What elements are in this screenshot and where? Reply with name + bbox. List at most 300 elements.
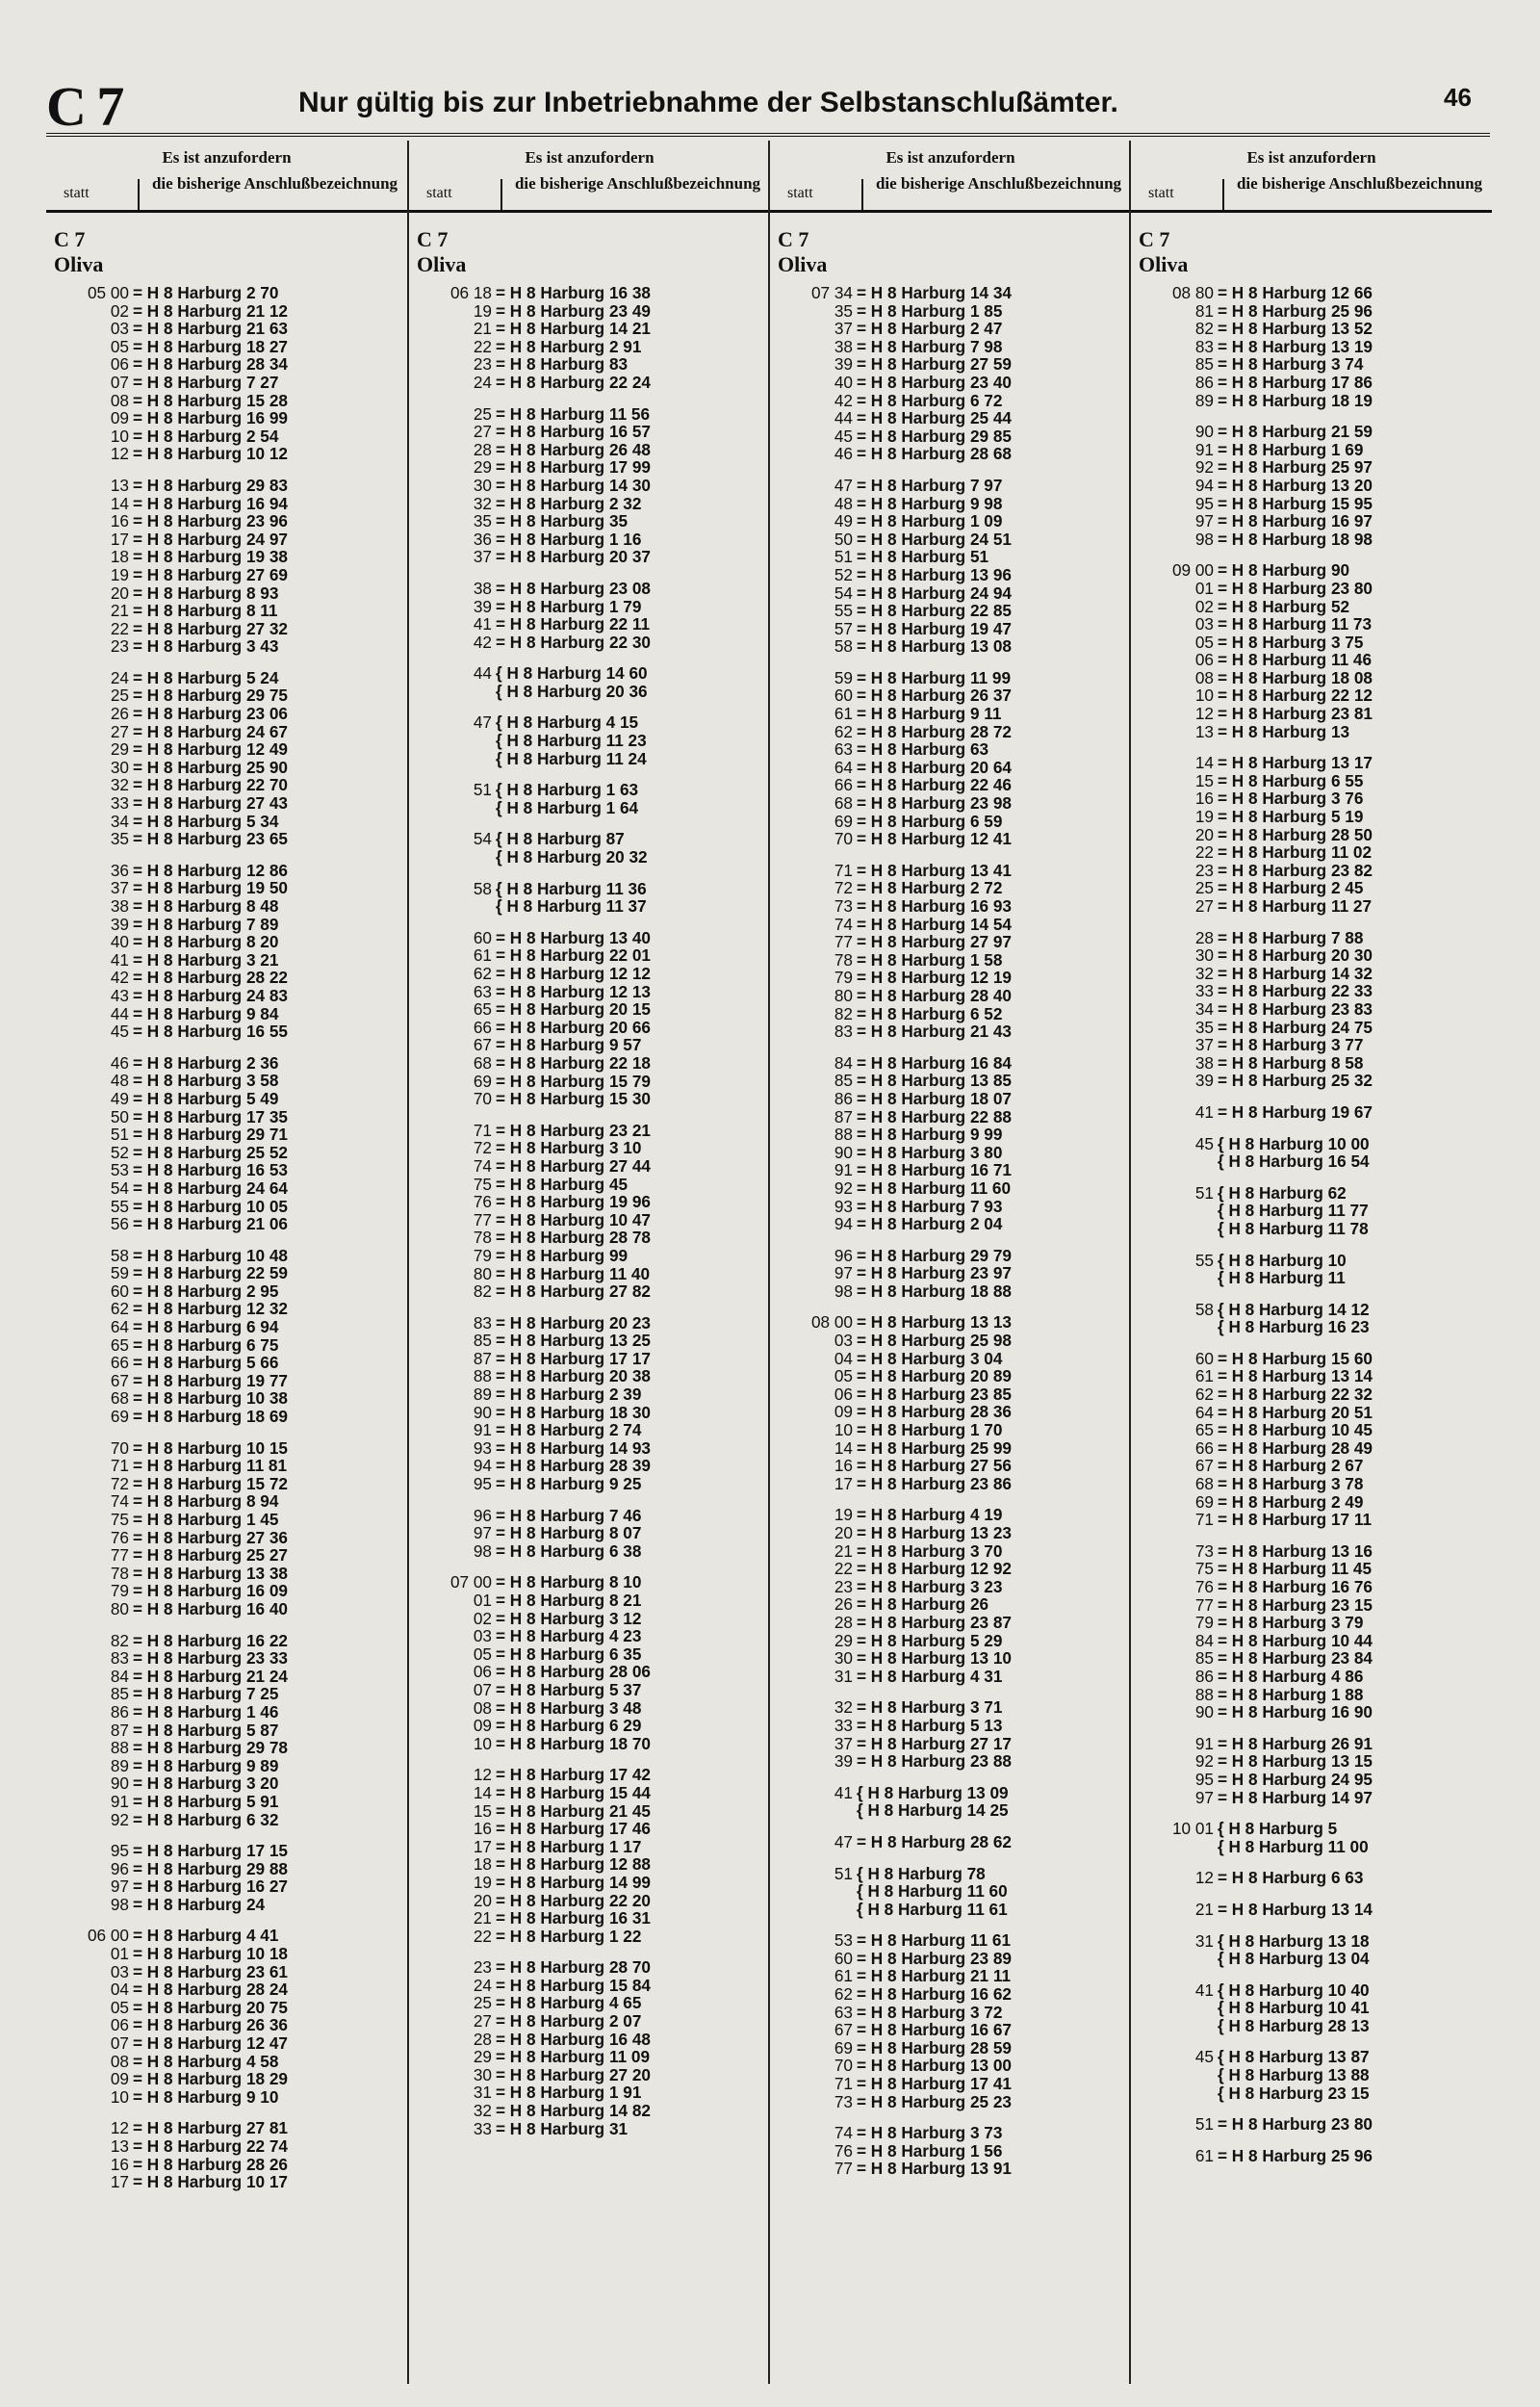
entry-value: = H 8 Harburg 25 90 [133, 757, 288, 777]
table-row [415, 1874, 770, 1892]
entry-value: = H 8 Harburg 9 89 [133, 1755, 279, 1775]
table-row [776, 584, 1131, 603]
entry-value: = H 8 Harburg 2 74 [496, 1420, 642, 1440]
entry-value: = H 8 Harburg 16 84 [857, 1052, 1012, 1073]
entry-number: 26 [110, 704, 129, 724]
entry-value: = H 8 Harburg 2 91 [496, 336, 642, 356]
entry-number: 89 [110, 1755, 129, 1775]
table-row [52, 512, 407, 531]
entry-number: 06 00 [87, 1926, 129, 1946]
group-gap [776, 1820, 1131, 1833]
table-row [1137, 477, 1492, 495]
table-row [1137, 561, 1492, 580]
entry-value: = H 8 Harburg 17 46 [496, 1819, 651, 1839]
table-row [1137, 2115, 1492, 2134]
table-row [415, 2120, 770, 2138]
table-row [52, 2119, 407, 2137]
table-row [415, 1176, 770, 1194]
table-row [52, 1565, 407, 1583]
entry-value: { H 8 Harburg 11 36 [496, 878, 647, 898]
table-row [52, 1999, 407, 2017]
group-gap [52, 463, 407, 477]
entry-value: = H 8 Harburg 13 96 [857, 564, 1012, 584]
entry-number: 59 [110, 1263, 129, 1283]
table-row [1137, 355, 1492, 374]
entry-number: 46 [834, 444, 853, 464]
table-row [52, 284, 407, 302]
entry-value: = H 8 Harburg 99 [496, 1245, 629, 1265]
table-row [52, 1668, 407, 1686]
entry-value: = H 8 Harburg 3 75 [1218, 632, 1364, 652]
entry-value: = H 8 Harburg 20 66 [496, 1017, 651, 1037]
table-row [1137, 598, 1492, 616]
entry-number: 97 [1194, 511, 1214, 531]
entry-value: = H 8 Harburg 28 39 [496, 1456, 651, 1476]
group-gap [415, 767, 770, 781]
entry-value: = H 8 Harburg 25 52 [133, 1142, 288, 1162]
entry-number: 35 [110, 829, 129, 849]
table-row [52, 2137, 407, 2156]
entry-number: 85 [1194, 1648, 1214, 1669]
table-row [415, 1855, 770, 1874]
entry-value: = H 8 Harburg 13 23 [857, 1523, 1012, 1542]
table-row [415, 580, 770, 598]
entry-number: 74 [834, 2123, 853, 2143]
table-row [776, 1215, 1131, 1233]
table-row [1137, 965, 1492, 983]
table-row [52, 879, 407, 897]
entry-value: = H 8 Harburg 14 99 [496, 1872, 651, 1892]
table-row [52, 1963, 407, 1981]
entry-number: 24 [110, 667, 129, 687]
table-row [776, 338, 1131, 356]
entry-value: = H 8 Harburg 27 82 [496, 1281, 651, 1302]
table-row [1137, 1019, 1492, 1037]
entry-value: = H 8 Harburg 3 72 [857, 2002, 1003, 2022]
entry-number: 77 [834, 932, 853, 952]
entry-number: 03 [1194, 614, 1214, 634]
entry-value: = H 8 Harburg 2 47 [857, 319, 1003, 339]
entry-value: = H 8 Harburg 22 01 [496, 945, 651, 966]
entry-value: = H 8 Harburg 8 11 [133, 601, 278, 621]
entry-number: 60 [1194, 1348, 1214, 1368]
entry-value: = H 8 Harburg 27 81 [133, 2118, 288, 2138]
entry-number: 53 [834, 1930, 853, 1951]
entry-value: = H 8 Harburg 16 27 [133, 1876, 288, 1897]
group-gap [1137, 1171, 1492, 1184]
table-row [52, 620, 407, 638]
table-row [415, 598, 770, 616]
table-row [1137, 2147, 1492, 2165]
entry-number: 88 [110, 1738, 129, 1758]
group-gap [1137, 1336, 1492, 1350]
table-row [1137, 808, 1492, 826]
previous-label: die bisherige Anschlußbezeichnung [514, 174, 761, 193]
entry-number: 68 [1194, 1474, 1214, 1494]
table-row [52, 445, 407, 463]
entry-number: 78 [110, 1563, 129, 1583]
table-row [415, 1247, 770, 1265]
entry-value: = H 8 Harburg 27 59 [857, 354, 1012, 375]
table-row [1137, 302, 1492, 321]
entry-value: = H 8 Harburg 11 09 [496, 2047, 651, 2067]
entry-number: 32 [1194, 963, 1214, 983]
table-row [776, 862, 1131, 880]
table-row [776, 879, 1131, 897]
table-row [776, 1090, 1131, 1108]
entry-value: = H 8 Harburg 13 08 [857, 636, 1012, 657]
table-row [1137, 1560, 1492, 1578]
entry-number: 03 [834, 1331, 853, 1351]
entry-value: = H 8 Harburg 28 78 [496, 1228, 651, 1248]
entry-value: = H 8 Harburg 28 26 [133, 2154, 288, 2174]
entry-number: 17 [110, 2172, 129, 2192]
entry-number: 64 [834, 757, 853, 777]
table-row [776, 1578, 1131, 1596]
entry-value: = H 8 Harburg 11 27 [1218, 896, 1373, 916]
entry-value: = H 8 Harburg 12 92 [857, 1559, 1012, 1579]
entry-value: = H 8 Harburg 18 30 [496, 1402, 651, 1422]
entry-number: 55 [1194, 1250, 1214, 1270]
group-gap [52, 2106, 407, 2119]
entry-number: 87 [473, 1348, 492, 1368]
table-row [415, 1350, 770, 1368]
table-row [415, 1157, 770, 1176]
entry-value: = H 8 Harburg 18 08 [1218, 667, 1373, 687]
group-gap [776, 1492, 1131, 1506]
group-gap [776, 1685, 1131, 1698]
group-name: Oliva [1139, 252, 1189, 276]
entry-number: 93 [473, 1437, 492, 1458]
entry-number: 88 [473, 1366, 492, 1386]
entry-value: = H 8 Harburg 52 [1218, 596, 1350, 616]
entry-value: = H 8 Harburg 26 [857, 1594, 989, 1615]
table-row [776, 1108, 1131, 1126]
entry-number: 83 [110, 1648, 129, 1669]
entry-value: = H 8 Harburg 16 90 [1218, 1702, 1373, 1722]
table-row [776, 1313, 1131, 1332]
entry-number: 91 [834, 1160, 853, 1180]
entry-number: 23 [834, 1576, 853, 1596]
entry-value: = H 8 Harburg 12 41 [857, 829, 1012, 849]
entry-value: = H 8 Harburg 16 67 [857, 2020, 1012, 2040]
entry-value: = H 8 Harburg 22 12 [1218, 686, 1373, 706]
table-row [415, 1909, 770, 1928]
entry-value: = H 8 Harburg 25 99 [857, 1437, 1012, 1458]
table-row [52, 1511, 407, 1529]
entry-number: 79 [473, 1245, 492, 1265]
table-row [415, 1542, 770, 1561]
group-gap [415, 916, 770, 929]
entry-number: 17 [110, 529, 129, 549]
table-row [415, 1265, 770, 1283]
entry-value: = H 8 Harburg 7 46 [496, 1505, 642, 1525]
table-row [1137, 1385, 1492, 1404]
entry-value: { H 8 Harburg 1 64 [496, 797, 639, 817]
entry-value: = H 8 Harburg 28 70 [496, 1957, 651, 1978]
entry-value: = H 8 Harburg 23 81 [1218, 704, 1373, 724]
entry-value: = H 8 Harburg 23 61 [133, 1961, 288, 1981]
entry-number: 09 [110, 408, 129, 428]
entry-value: = H 8 Harburg 22 88 [857, 1106, 1012, 1126]
entry-number: 25 [110, 686, 129, 706]
group-name: Oliva [54, 252, 104, 276]
entry-value: = H 8 Harburg 20 38 [496, 1366, 651, 1386]
entry-number: 83 [473, 1312, 492, 1333]
entry-number: 35 [834, 300, 853, 321]
table-row [776, 620, 1131, 638]
entry-value: = H 8 Harburg 12 86 [133, 860, 288, 880]
entry-number: 18 [473, 1854, 492, 1875]
entry-number: 39 [473, 596, 492, 616]
table-row [1137, 1135, 1492, 1153]
column-header [770, 141, 1131, 213]
entry-number: 29 [473, 2047, 492, 2067]
column-1 [46, 141, 407, 2384]
entry-number: 70 [473, 1089, 492, 1109]
entry-value: = H 8 Harburg 4 65 [496, 1993, 642, 2013]
entry-value: { H 8 Harburg 10 00 [1218, 1133, 1370, 1153]
entry-number: 82 [473, 1281, 492, 1302]
table-row [52, 1005, 407, 1023]
table-row [52, 302, 407, 321]
entry-number: 08 [110, 390, 129, 410]
table-row [415, 1958, 770, 1977]
entry-number: 17 [473, 1836, 492, 1856]
entry-value: = H 8 Harburg 23 88 [857, 1751, 1012, 1772]
table-row [52, 2156, 407, 2174]
entry-number: 27 [473, 422, 492, 442]
entry-value: = H 8 Harburg 14 54 [857, 914, 1012, 934]
table-row [52, 1408, 407, 1426]
entry-number: 26 [834, 1594, 853, 1615]
table-row [1137, 1542, 1492, 1561]
entry-number: 08 80 [1171, 283, 1214, 302]
entry-value: = H 8 Harburg 21 11 [857, 1966, 1012, 1986]
entry-number: 54 [110, 1178, 129, 1198]
entry-number: 58 [834, 636, 853, 657]
entry-value: = H 8 Harburg 3 48 [496, 1697, 642, 1718]
entry-number: 84 [1194, 1630, 1214, 1650]
entry-number: 08 [110, 2051, 129, 2071]
table-row [52, 1054, 407, 1073]
entry-value: = H 8 Harburg 13 25 [496, 1331, 651, 1351]
entry-number: 74 [834, 914, 853, 934]
column-header [46, 141, 407, 213]
entry-value: = H 8 Harburg 11 40 [496, 1263, 651, 1283]
entry-value: = H 8 Harburg 10 12 [133, 444, 288, 464]
entry-value: = H 8 Harburg 9 11 [857, 704, 1002, 724]
entry-number: 67 [473, 1035, 492, 1055]
table-row [1137, 580, 1492, 598]
entry-value: { H 8 Harburg 11 24 [496, 748, 647, 768]
request-label: Es ist anzufordern [162, 148, 292, 167]
entry-value: = H 8 Harburg 10 48 [133, 1245, 288, 1265]
entry-value: { H 8 Harburg 16 23 [1218, 1317, 1370, 1337]
entry-number: 56 [110, 1214, 129, 1234]
entry-value: = H 8 Harburg 22 20 [496, 1890, 651, 1910]
entry-value: = H 8 Harburg 1 91 [496, 2083, 642, 2103]
table-row [776, 987, 1131, 1005]
table-row [415, 1367, 770, 1385]
table-row [1137, 1404, 1492, 1422]
entry-number: 16 [110, 2154, 129, 2174]
entry-number: 04 [110, 1980, 129, 2000]
entry-value: = H 8 Harburg 13 38 [133, 1563, 288, 1583]
entry-value: = H 8 Harburg 21 24 [133, 1666, 288, 1686]
table-row [776, 2057, 1131, 2075]
entry-value: = H 8 Harburg 26 36 [133, 2015, 288, 2035]
entry-number: 10 [110, 2086, 129, 2107]
entry-value: { H 8 Harburg 13 09 [857, 1782, 1009, 1802]
entry-value: { H 8 Harburg 11 60 [857, 1881, 1008, 1902]
table-row [1137, 1457, 1492, 1475]
entry-number: 71 [1194, 1510, 1214, 1530]
entry-number: 41 [1194, 1980, 1214, 2000]
entry-value: = H 8 Harburg 17 42 [496, 1765, 651, 1785]
entry-value: = H 8 Harburg 23 80 [1218, 2114, 1373, 2135]
table-row [52, 1811, 407, 1829]
entry-number: 55 [110, 1196, 129, 1216]
entry-value: = H 8 Harburg 27 97 [857, 932, 1012, 952]
table-row [1137, 897, 1492, 916]
entry-number: 48 [110, 1071, 129, 1091]
entry-value: = H 8 Harburg 22 11 [496, 614, 651, 634]
table-row [52, 1896, 407, 1914]
entry-value: { H 8 Harburg 23 15 [1218, 2083, 1370, 2103]
entry-value: = H 8 Harburg 6 35 [496, 1643, 642, 1664]
entry-number: 22 [1194, 842, 1214, 863]
table-row [776, 669, 1131, 687]
entry-number: 48 [834, 493, 853, 513]
table-row [52, 1372, 407, 1390]
entry-value: = H 8 Harburg 23 21 [496, 1120, 651, 1140]
table-row [415, 1421, 770, 1439]
entry-number: 23 [110, 636, 129, 657]
entry-value: = H 8 Harburg 22 30 [496, 632, 651, 652]
table-row [1137, 1649, 1492, 1668]
entry-number: 90 [834, 1142, 853, 1162]
group-gap [52, 1828, 407, 1842]
entry-number: 42 [473, 632, 492, 652]
table-row [776, 531, 1131, 549]
entry-value: = H 8 Harburg 10 47 [496, 1209, 651, 1229]
group-gap [1137, 1806, 1492, 1820]
entry-value: = H 8 Harburg 29 79 [857, 1245, 1012, 1265]
entry-number: 70 [110, 1437, 129, 1458]
entry-value: = H 8 Harburg 26 48 [496, 439, 651, 459]
entry-value: = H 8 Harburg 7 25 [133, 1684, 279, 1704]
entry-number: 03 [110, 1961, 129, 1981]
entry-number: 06 [110, 354, 129, 375]
table-row [1137, 1220, 1492, 1238]
entry-value: { H 8 Harburg 11 00 [1218, 1836, 1369, 1856]
entry-number: 19 [473, 1872, 492, 1892]
entry-number: 61 [473, 945, 492, 966]
entry-value: = H 8 Harburg 8 07 [496, 1523, 642, 1543]
table-row [1137, 1771, 1492, 1789]
table-row [52, 740, 407, 759]
table-row [776, 794, 1131, 813]
table-row [776, 723, 1131, 741]
entry-number: 12 [1194, 704, 1214, 724]
table-row [1137, 1578, 1492, 1596]
entry-value: = H 8 Harburg 23 98 [857, 793, 1012, 814]
entry-value: = H 8 Harburg 8 10 [496, 1572, 642, 1592]
entry-value: = H 8 Harburg 15 30 [496, 1089, 651, 1109]
table-row [776, 1542, 1131, 1561]
table-row [415, 750, 770, 768]
entry-value: = H 8 Harburg 17 35 [133, 1106, 288, 1126]
entry-value: = H 8 Harburg 16 76 [1218, 1577, 1373, 1596]
entry-value: = H 8 Harburg 19 50 [133, 878, 288, 898]
table-row [776, 477, 1131, 495]
table-row [415, 495, 770, 513]
group-gap [415, 1301, 770, 1314]
entry-number: 19 [834, 1505, 853, 1525]
table-row [1137, 374, 1492, 392]
entry-value: = H 8 Harburg 13 15 [1218, 1751, 1373, 1772]
entry-value: = H 8 Harburg 3 04 [857, 1348, 1003, 1368]
entry-value: = H 8 Harburg 23 87 [857, 1612, 1012, 1632]
entry-number: 32 [473, 2101, 492, 2121]
entry-number: 65 [473, 999, 492, 1020]
table-row [52, 794, 407, 813]
entry-number: 86 [1194, 372, 1214, 392]
entry-number: 37 [473, 547, 492, 567]
table-row [415, 1439, 770, 1458]
table-row [776, 392, 1131, 410]
table-row [1137, 651, 1492, 669]
entry-number: 33 [834, 1715, 853, 1735]
table-row [776, 951, 1131, 970]
table-row [52, 1179, 407, 1198]
entry-number: 20 [1194, 824, 1214, 844]
entry-number: 20 [110, 582, 129, 603]
entry-number: 16 [473, 1819, 492, 1839]
entry-number: 64 [110, 1317, 129, 1337]
entry-number: 58 [1194, 1299, 1214, 1319]
table-row [415, 338, 770, 356]
table-row [415, 830, 770, 848]
entry-value: = H 8 Harburg 18 29 [133, 2069, 288, 2089]
entry-value: = H 8 Harburg 14 32 [1218, 963, 1373, 983]
table-row [1137, 1838, 1492, 1856]
entry-value: = H 8 Harburg 27 44 [496, 1155, 651, 1176]
entry-value: = H 8 Harburg 17 15 [133, 1841, 288, 1861]
entry-value: = H 8 Harburg 11 99 [857, 667, 1012, 687]
entry-number: 01 [110, 1944, 129, 1964]
entry-value: = H 8 Harburg 3 80 [857, 1142, 1003, 1162]
group-gap [1137, 1529, 1492, 1542]
entry-number: 34 [1194, 998, 1214, 1019]
entry-number: 85 [110, 1684, 129, 1704]
group-gap [415, 1752, 770, 1766]
entry-value: = H 8 Harburg 15 79 [496, 1071, 651, 1091]
table-row [1137, 772, 1492, 790]
entry-number: 83 [834, 1022, 853, 1042]
entry-number: 25 [1194, 878, 1214, 898]
entry-number: 22 [473, 1926, 492, 1946]
entry-value: = H 8 Harburg 90 [1218, 560, 1350, 581]
entry-value: = H 8 Harburg 2 54 [133, 426, 279, 446]
table-row [776, 1668, 1131, 1686]
table-row [1137, 879, 1492, 897]
entry-number: 38 [110, 896, 129, 916]
entry-number: 91 [110, 1791, 129, 1811]
table-row [52, 1945, 407, 1963]
entry-value: = H 8 Harburg 12 66 [1218, 283, 1373, 302]
